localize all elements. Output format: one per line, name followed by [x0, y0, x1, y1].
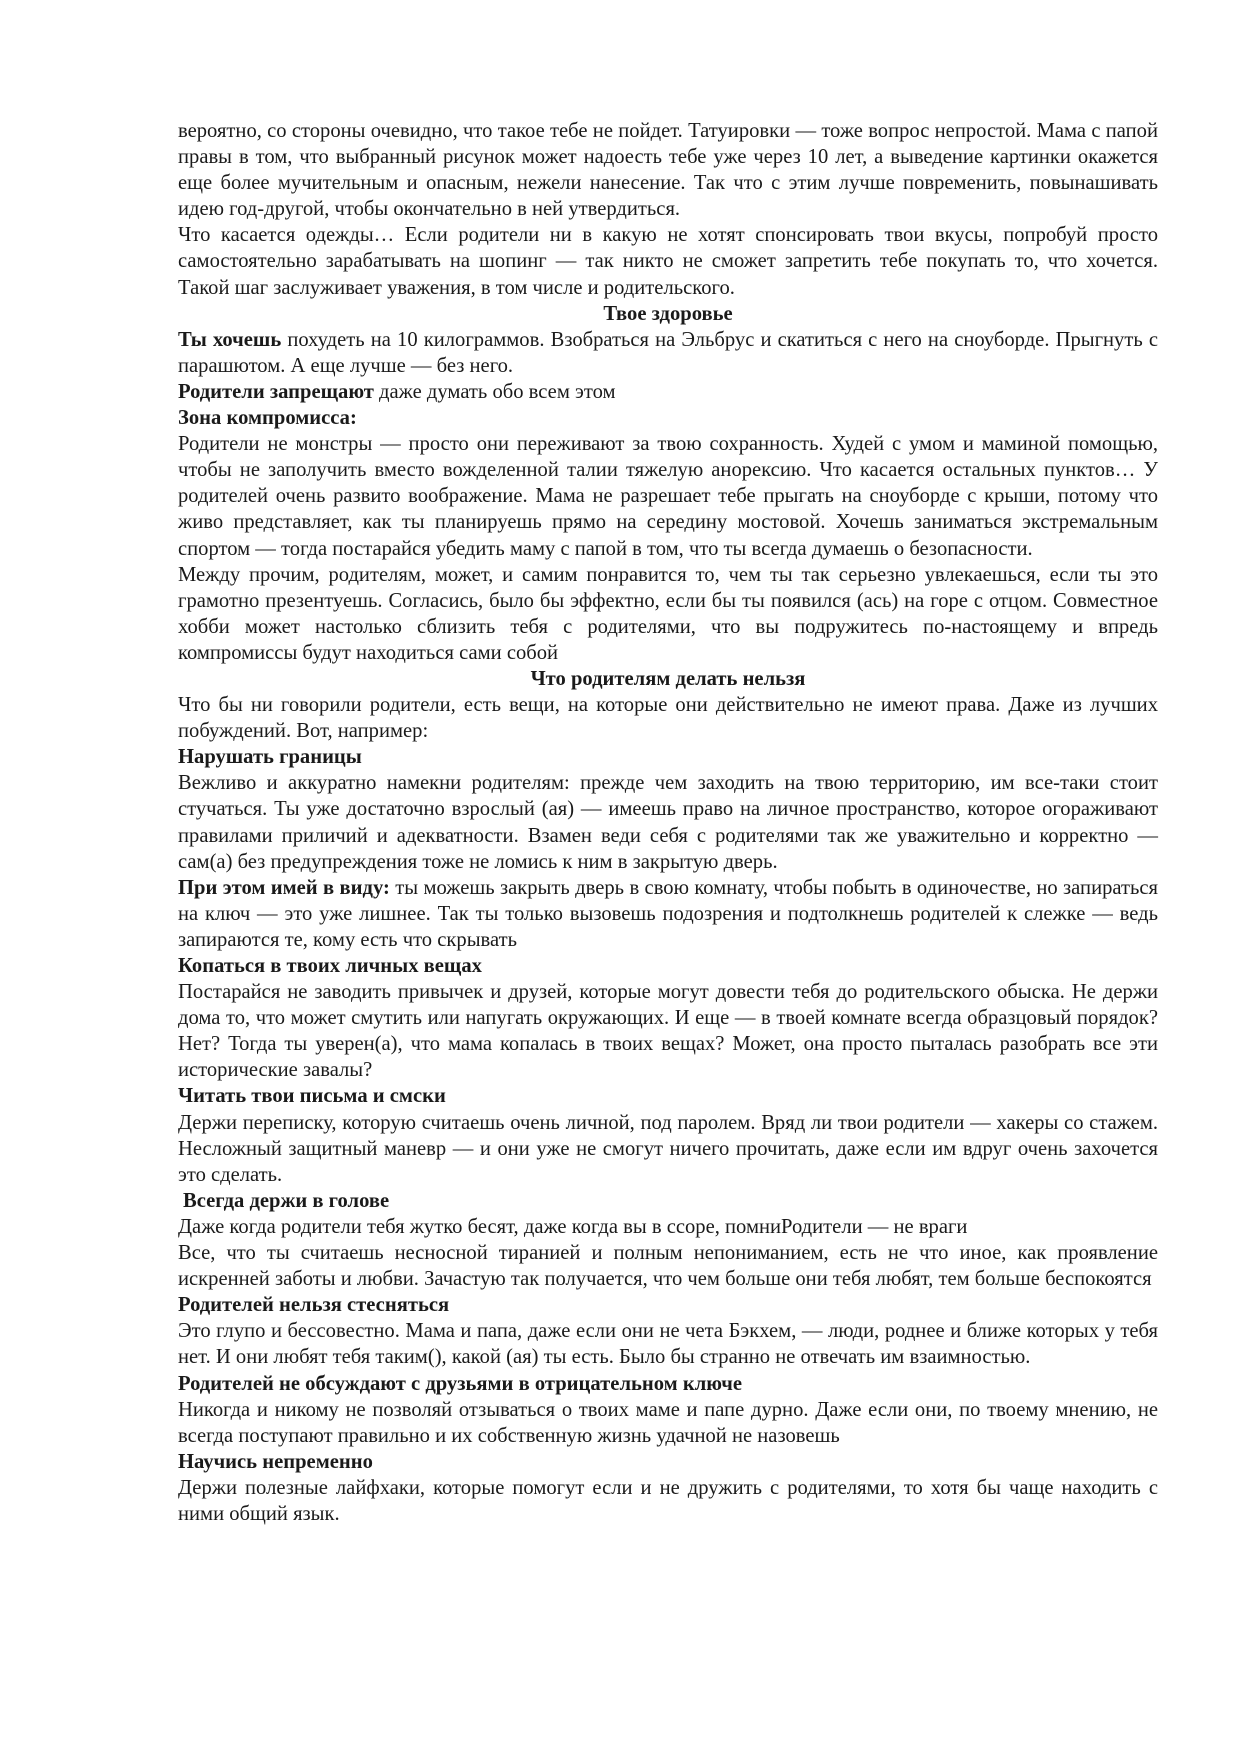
heading-shy: Родителей нельзя стесняться — [178, 1294, 450, 1317]
document-page — [178, 118, 1158, 1527]
paragraph-shy: Это глупо и бессовестно. Мама и папа, даже если они не чета Бэкхем, — люди, роднее и ближе которых у тебя нет. И они любят тебя таким(), какой (ая) ты есть. Было бы странно не отвечать им взаимностью. — [178, 1320, 1158, 1369]
text-forbid: даже думать обо всем этом — [373, 380, 616, 403]
section-title-health: Твое здоровье — [603, 302, 733, 325]
paragraph-letters: Держи переписку, которую считаешь очень личной, под паролем. Вряд ли твои родители — хакеры со стажем. Несложный защитный маневр — и они уже не смогут ничего прочитать, даже если им вдруг очень захочется это сделать. — [178, 1111, 1158, 1186]
heading-letters: Читать твои письма и смски — [178, 1085, 446, 1108]
paragraph-tattoos: вероятно, со стороны очевидно, что такое тебе не пойдет. Татуировки — тоже вопрос непростой. Мама с папой правы в том, что выбранный рисунок может надоесть тебе уже через 10 лет, а выведение картинки окажется еще более мучительным и опасным, нежели нанесение. Так что с этим лучше повременить, повынашивать идею год-другой, чтобы окончательно в ней утвердиться. — [178, 120, 1158, 221]
paragraph-forbid — [178, 379, 1158, 405]
heading-compromise: Зона компромисса: — [178, 407, 357, 430]
paragraph-boundaries-note — [178, 875, 1158, 953]
paragraph-compromise-1: Родители не монстры — просто они переживают за твою сохранность. Худей с умом и маминой помощью, чтобы не заполучить вместо вожделенной талии тяжелую анорексию. Что касается остальных пунктов… У родителей очень развито воображение. Мама не разрешает тебе прыгать на сноуборде с крыши, потому что живо представляет, как ты планируешь прямо на середину мостовой. Хочешь заниматься экстремальным спортом — тогда постарайся убедить маму с папой в том, что ты всегда думаешь о безопасности. — [178, 433, 1158, 560]
paragraph-forbidden-intro: Что бы ни говорили родители, есть вещи, на которые они действительно не имеют права. Даже из лучших побуждений. Вот, например: — [178, 694, 1158, 743]
paragraph-clothes: Что касается одежды… Если родители ни в какую не хотят спонсировать твои вкусы, попробуй просто самостоятельно зарабатывать на шопинг — так никто не сможет запретить тебе покупать то, что хочется. Такой шаг заслуживает уважения, в том числе и родительского. — [178, 224, 1158, 299]
paragraph-want — [178, 327, 1158, 379]
paragraph-boundaries: Вежливо и аккуратно намекни родителям: прежде чем заходить на твою территорию, им все-таки стоит стучаться. Ты уже достаточно взрослый (ая) — имеешь право на личное пространство, которое огораживают правилами приличий и адекватности. Взамен веди себя с родителями так же уважительно и корректно — сам(а) без предупреждения тоже не ломись к ним в закрытую дверь. — [178, 772, 1158, 873]
heading-remember: Всегда держи в голове — [183, 1189, 390, 1212]
section-title-forbidden: Что родителям делать нельзя — [530, 667, 806, 690]
heading-discuss: Родителей не обсуждают с друзьями в отрицательном ключе — [178, 1372, 742, 1395]
paragraph-compromise-2: Между прочим, родителям, может, и самим понравится то, чем ты так серьезно увлекаешься, если ты это грамотно презентуешь. Согласись, было бы эффектно, если бы ты появился (ась) на горе с отцом. Совместное хобби может настолько сблизить тебя с родителями, что вы подружитесь по-настоящему и впредь компромиссы будут находиться сами собой — [178, 563, 1158, 664]
text-boundaries-note: ты можешь закрыть дверь в свою комнату, чтобы побыть в одиночестве, но запираться на ключ — это уже лишнее. Так ты только вызовешь подозрения и подтолкнешь родителей к слежке — ведь запираются те, кому есть что скрывать — [178, 876, 1158, 951]
paragraph-discuss: Никогда и никому не позволяй отзываться о твоих маме и папе дурно. Даже если они, по твоему мнению, не всегда поступают правильно и их собственную жизнь удачной не назовешь — [178, 1398, 1158, 1447]
paragraph-remember-1: Даже когда родители тебя жутко бесят, даже когда вы в ссоре, помниРодители — не враги — [178, 1215, 968, 1238]
paragraph-things: Постарайся не заводить привычек и друзей, которые могут довести тебя до родительского обыска. Не держи дома то, что может смутить или напугать окружающих. И еще — в твоей комнате всегда образцовый порядок? Нет? Тогда ты уверен(а), что мама копалась в твоих вещах? Может, она просто пыталась разобрать все эти исторические завалы? — [178, 981, 1158, 1082]
label-forbid: Родители запрещают — [178, 380, 374, 403]
label-boundaries-note: При этом имей в виду: — [178, 876, 390, 899]
paragraph-learn: Держи полезные лайфхаки, которые помогут если и не дружить с родителями, то хотя бы чаще находить с ними общий язык. — [178, 1476, 1158, 1525]
heading-learn: Научись непременно — [178, 1450, 373, 1473]
paragraph-remember-2: Все, что ты считаешь несносной тиранией и полным непониманием, есть не что иное, как проявление искренней заботы и любви. Зачастую так получается, что чем больше они тебя любят, тем больше беспокоятся — [178, 1242, 1158, 1291]
heading-things: Копаться в твоих личных вещах — [178, 955, 482, 977]
label-want: Ты хочешь — [178, 328, 282, 351]
heading-boundaries: Нарушать границы — [178, 746, 362, 769]
text-want: похудеть на 10 килограммов. Взобраться на Эльбрус и скатиться с него на сноуборде. Прыгнуть с парашютом. А еще лучше — без него. — [178, 328, 1158, 377]
